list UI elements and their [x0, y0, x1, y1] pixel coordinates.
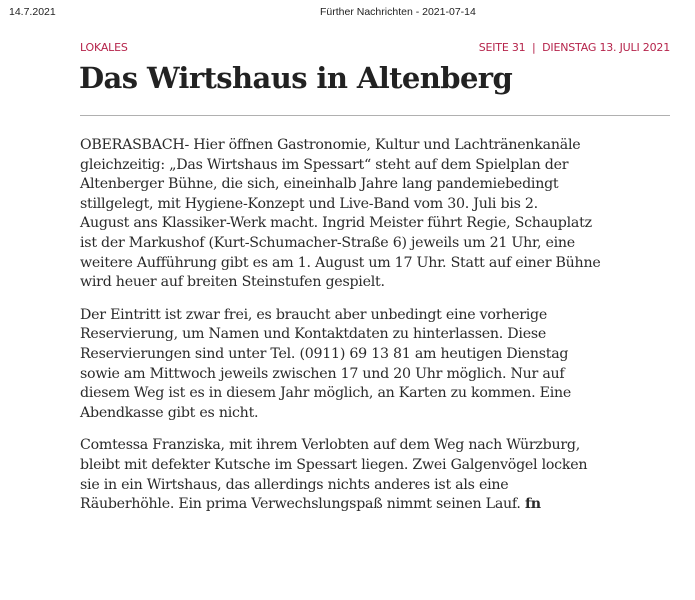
text-line: August ans Klassiker-Werk macht. Ingrid Meister führt Regie, Schauplatz — [80, 215, 592, 232]
text-line-with-byline — [80, 495, 680, 515]
text-line: Comtessa Franziska, mit ihrem Verlobten auf dem Weg nach Würzburg, — [80, 437, 581, 454]
print-date: 14.7.2021 — [9, 6, 56, 18]
text-line: Der Eintritt ist zwar frei, es braucht aber unbedingt eine vorherige — [80, 306, 548, 323]
text-line: bleibt mit defekter Kutsche im Spessart liegen. Zwei Galgenvögel locken — [80, 456, 588, 473]
print-header — [0, 6, 695, 20]
paragraph-2 — [80, 306, 680, 424]
text-line: Abendkasse gibt es nicht. — [80, 404, 259, 421]
paragraph-3 — [80, 436, 680, 514]
text-line: Reservierungen sind unter Tel. (0911) 69 13 81 am heutigen Dienstag — [80, 345, 569, 362]
text-line: Reservierung, um Namen und Kontaktdaten zu hinterlassen. Diese — [80, 326, 547, 343]
text-line: ist der Markushof (Kurt-Schumacher-Straße 6) jeweils um 21 Uhr, eine — [80, 234, 575, 251]
author-byline: fn — [524, 496, 541, 513]
text-line: Altenberger Bühne, die sich, eineinhalb Jahre lang pandemiebedingt — [80, 176, 559, 193]
text-line: sowie am Mittwoch jeweils zwischen 17 und 20 Uhr möglich. Nur auf — [80, 365, 565, 382]
text-line: gleichzeitig: „Das Wirtshaus im Spessart“ steht auf dem Spielplan der — [80, 156, 569, 173]
article-headline: Das Wirtshaus in Altenberg — [79, 61, 513, 95]
text-line: sie in ein Wirtshaus, das allerdings nichts anderes ist als eine — [80, 476, 509, 493]
headline-divider — [80, 115, 670, 116]
section-label: LOKALES — [80, 41, 128, 54]
print-title: Fürther Nachrichten - 2021-07-14 — [320, 6, 476, 18]
paragraph-1 — [80, 136, 680, 293]
text-line: stillgelegt, mit Hygiene-Konzept und Live-Band vom 30. Juli bis 2. — [80, 195, 538, 212]
text-line: diesem Weg ist es in diesem Jahr möglich, an Karten zu kommen. Eine — [80, 385, 572, 402]
text-line: Räuberhöhle. Ein prima Verwechslungspaß nimmt seinen Lauf. — [80, 496, 525, 513]
meta-row — [80, 41, 670, 57]
text-line: weitere Aufführung gibt es am 1. August um 17 Uhr. Statt auf einer Bühne — [80, 254, 601, 271]
text-line: OBERASBACH- Hier öffnen Gastronomie, Kultur und Lachtränenkanäle — [80, 137, 581, 153]
article-body — [80, 136, 680, 528]
page-info: SEITE 31 | DIENSTAG 13. JULI 2021 — [478, 41, 670, 54]
text-line: wird heuer auf breiten Steinstufen gespielt. — [80, 274, 385, 291]
